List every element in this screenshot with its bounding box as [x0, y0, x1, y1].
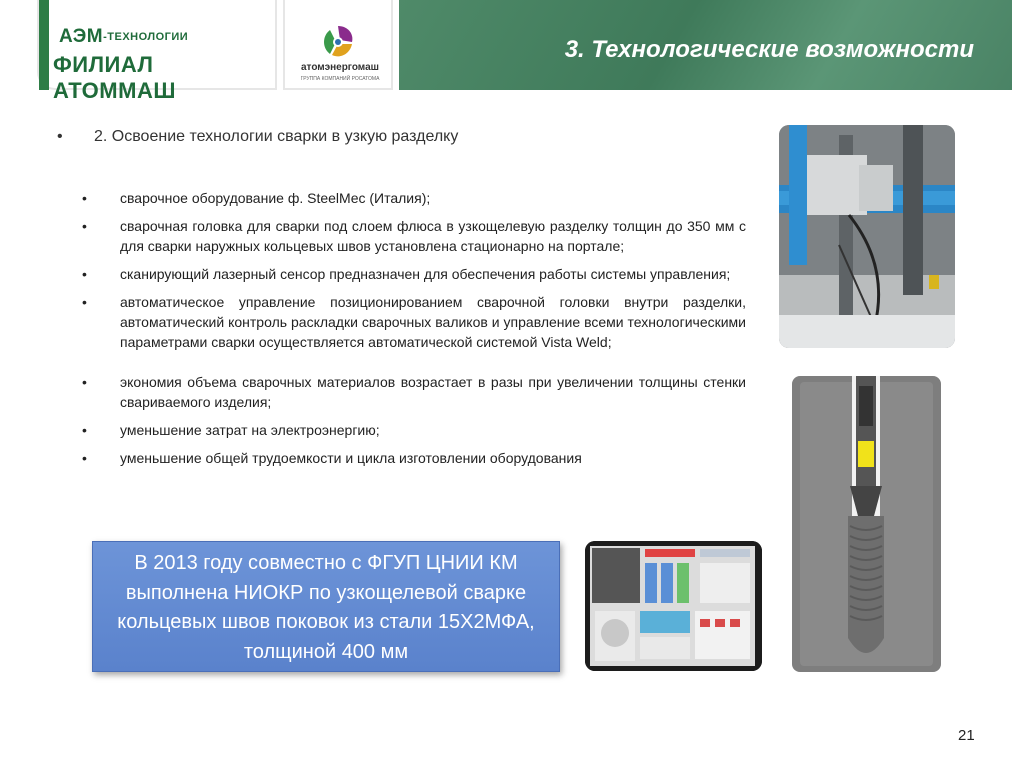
partner-name: атомэнергомаш [301, 62, 379, 73]
control-screen-illustration [585, 541, 762, 671]
aem-logo-line1: АЭМ-ТЕХНОЛОГИИ [59, 26, 189, 47]
page-number: 21 [958, 727, 975, 744]
welding-installation-photo [779, 125, 955, 348]
title-band [399, 0, 1012, 90]
welding-installation-illustration [779, 125, 955, 348]
list-item: • уменьшение общей трудоемкости и цикла изготовлении оборудования [82, 450, 582, 466]
weld-section-illustration [792, 376, 941, 672]
slide-header [37, 0, 1012, 103]
list-item: • сварочная головка для сварки под слоем флюса в узкощелевую разделку толщин до 350 мм с для сварки наружных кольцевых швов установлена стационарно на портале; [82, 218, 746, 254]
aem-logo-line2: ФИЛИАЛ АТОММАШ [53, 52, 176, 103]
control-system-screen-photo [585, 541, 762, 671]
aem-logo [37, 0, 277, 103]
logo-accent-bar [39, 0, 49, 90]
atomenergomash-logo [283, 0, 393, 90]
narrow-gap-weld-section-image [792, 376, 941, 672]
main-bullet-text: 2. Освоение технологии сварки в узкую разделку [94, 128, 459, 145]
callout-box [92, 541, 560, 672]
partner-subtitle: ГРУППА КОМПАНИЙ РОСАТОМА [300, 76, 380, 82]
feature-list [82, 188, 746, 468]
atomenergomash-emblem-icon [318, 22, 358, 62]
list-item: • сканирующий лазерный сенсор предназначен для обеспечения работы системы управления; [82, 266, 731, 282]
callout-text: В 2013 году совместно с ФГУП ЦНИИ КМ выполнена НИОКР по узкощелевой сварке кольцевых швов поковок из стали 15Х2МФА, толщиной 400 мм [117, 552, 535, 663]
list-item: • автоматическое управление позиционированием сварочной головки внутри разделки, автоматический контроль раскладки сварочных валиков и управление всеми технологическими параметрами сварки осуществляется автоматической системой Vista Weld; [82, 294, 746, 350]
list-item: • экономия объема сварочных материалов возрастает в разы при увеличении толщины стенки свариваемого изделия; [82, 374, 746, 410]
list-item: • сварочное оборудование ф. SteelMec (Италия); [82, 190, 431, 206]
list-item: • уменьшение затрат на электроэнергию; [82, 422, 380, 438]
slide-title: 3. Технологические возможности [564, 36, 974, 63]
bullet-marker: • [57, 128, 63, 145]
